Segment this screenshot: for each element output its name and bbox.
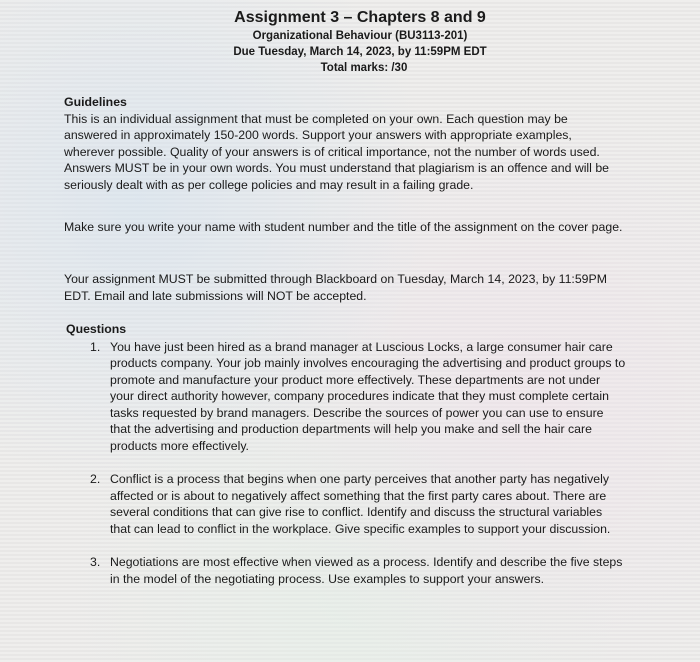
guidelines-text: This is an individual assignment that must be completed on your own. Each question may be answered in approximately 150-200 words. Support your answers with appropriate examples, wherever possible. Quality of your answers is of critical importance, not the number of words used. Answers MUST be in your own words. You must understand that plagiarism is an offence and will be seriously dealt with as per college policies and may result in a failing grade. [64, 111, 609, 192]
document-header [0, 8, 700, 76]
question-text: Conflict is a process that begins when one party perceives that another party has negatively affected or is about to negatively affect something that the first party cares about. There are several conditions that can give rise to conflict. Identify and discuss the structural variables that can lead to conflict in the workplace. Give specific examples to support your discussion. [110, 472, 611, 536]
guidelines-section [64, 94, 624, 193]
question-number: 2. [90, 472, 101, 486]
question-text: Negotiations are most effective when viewed as a process. Identify and describe the five steps in the model of the negotiating process. Use examples to support your answers. [110, 555, 623, 586]
question-number: 3. [90, 555, 101, 569]
total-marks: Total marks: /30 [320, 62, 408, 74]
due-date: Due Tuesday, March 14, 2023, by 11:59PM EDT [233, 46, 487, 58]
submission-note [64, 271, 624, 304]
questions-heading: Questions [66, 322, 127, 336]
question-number: 1. [90, 339, 101, 354]
questions-section [66, 321, 626, 587]
assignment-title: Assignment 3 – Chapters 8 and 9 [234, 9, 486, 26]
guidelines-heading: Guidelines [64, 95, 127, 109]
question-item [66, 471, 626, 537]
cover-page-text: Make sure you write your name with student number and the title of the assignment on the cover page. [64, 220, 623, 234]
question-item [66, 554, 626, 587]
question-text: You have just been hired as a brand manager at Luscious Locks, a large consumer hair care products company. Your job mainly involves encouraging the advertising and product groups to promote and manufacture your product more effectively. These departments are not under your direct authority however, company procedures indicate that they must complete certain tasks requested by brand managers. Describe the sources of power you can use to ensure that the advertising and production departments will help you make and sell the hair care products more effectively. [110, 339, 626, 453]
course-name: Organizational Behaviour (BU3113-201) [252, 30, 468, 42]
cover-page-note [64, 219, 624, 236]
question-item [66, 339, 626, 455]
submission-text: Your assignment MUST be submitted through Blackboard on Tuesday, March 14, 2023, by 11:59PM EDT. Email and late submissions will NOT be accepted. [64, 272, 607, 303]
